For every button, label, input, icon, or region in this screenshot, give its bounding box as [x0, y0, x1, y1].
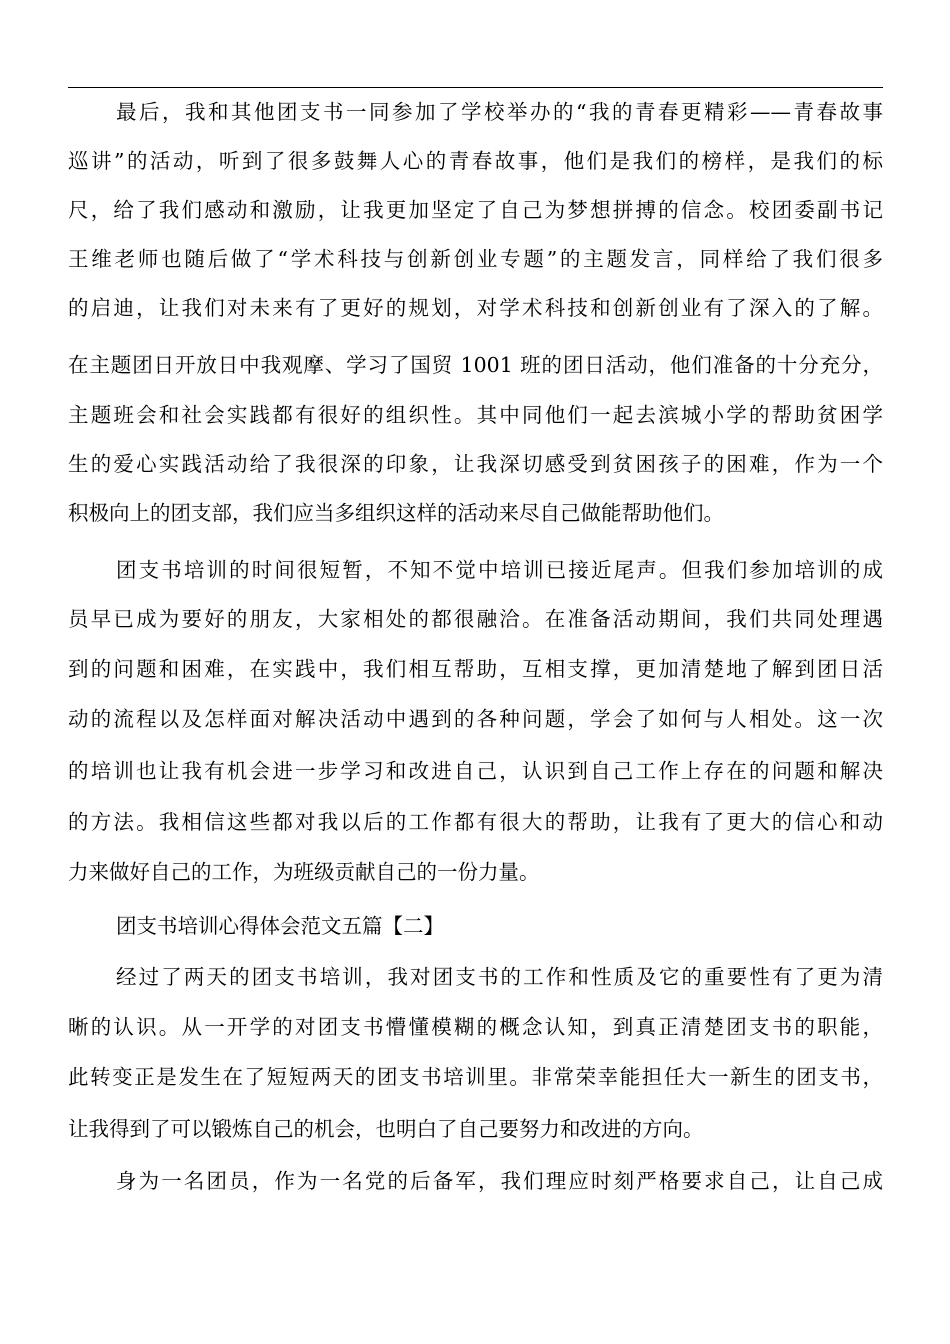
text-line: 生的爱心实践活动给了我很深的印象，让我深切感受到贫困孩子的困难，作为一个 — [68, 452, 883, 476]
header-rule — [68, 87, 883, 88]
text-line: 尺，给了我们感动和激励，让我更加坚定了自己为梦想拼搏的信念。校团委副书记 — [68, 198, 883, 222]
text-line: 的培训也让我有机会进一步学习和改进自己，认识到自己工作上存在的问题和解决 — [68, 759, 883, 783]
text-line: 积极向上的团支部，我们应当多组织这样的活动来尽自己做能帮助他们。 — [68, 501, 724, 525]
text-line: 员早已成为要好的朋友，大家相处的都很融洽。在准备活动期间，我们共同处理遇 — [68, 607, 883, 631]
text-line: 的方法。我相信这些都对我以后的工作都有很大的帮助，让我有了更大的信心和动 — [68, 810, 883, 834]
text-line: 在主题团日开放日中我观摩、学习了国贸 1001 班的团日活动，他们准备的十分充分， — [68, 353, 883, 377]
text-line: 团支书培训的时间很短暂，不知不觉中培训已接近尾声。但我们参加培训的成 — [116, 558, 883, 582]
text-line: 让我得到了可以锻炼自己的机会，也明白了自己要努力和改进的方向。 — [68, 1117, 704, 1141]
section-heading: 团支书培训心得体会范文五篇【二】 — [116, 914, 444, 938]
text-line: 主题班会和社会实践都有很好的组织性。其中同他们一起去滨城小学的帮助贫困学 — [68, 403, 883, 427]
text-line: 经过了两天的团支书培训，我对团支书的工作和性质及它的重要性有了更为清 — [116, 965, 883, 989]
text-line: 巡讲”的活动，听到了很多鼓舞人心的青春故事，他们是我们的榜样，是我们的标 — [68, 149, 883, 173]
text-line: 身为一名团员，作为一名党的后备军，我们理应时刻严格要求自己，让自己成 — [116, 1169, 883, 1193]
text-line: 晰的认识。从一开学的对团支书懵懂模糊的概念认知，到真正清楚团支书的职能， — [68, 1015, 883, 1039]
text-line: 此转变正是发生在了短短两天的团支书培训里。非常荣幸能担任大一新生的团支书， — [68, 1065, 883, 1089]
text-line: 力来做好自己的工作，为班级贡献自己的一份力量。 — [68, 860, 540, 884]
text-line: 的启迪，让我们对未来有了更好的规划，对学术科技和创新创业有了深入的了解。 — [68, 296, 883, 320]
text-line: 王维老师也随后做了“学术科技与创新创业专题”的主题发言，同样给了我们很多 — [68, 247, 883, 271]
text-line: 动的流程以及怎样面对解决活动中遇到的各种问题，学会了如何与人相处。这一次 — [68, 707, 883, 731]
text-line: 到的问题和困难，在实践中，我们相互帮助，互相支撑，更加清楚地了解到团日活 — [68, 657, 883, 681]
text-line: 最后，我和其他团支书一同参加了学校举办的“我的青春更精彩——青春故事 — [116, 100, 883, 124]
